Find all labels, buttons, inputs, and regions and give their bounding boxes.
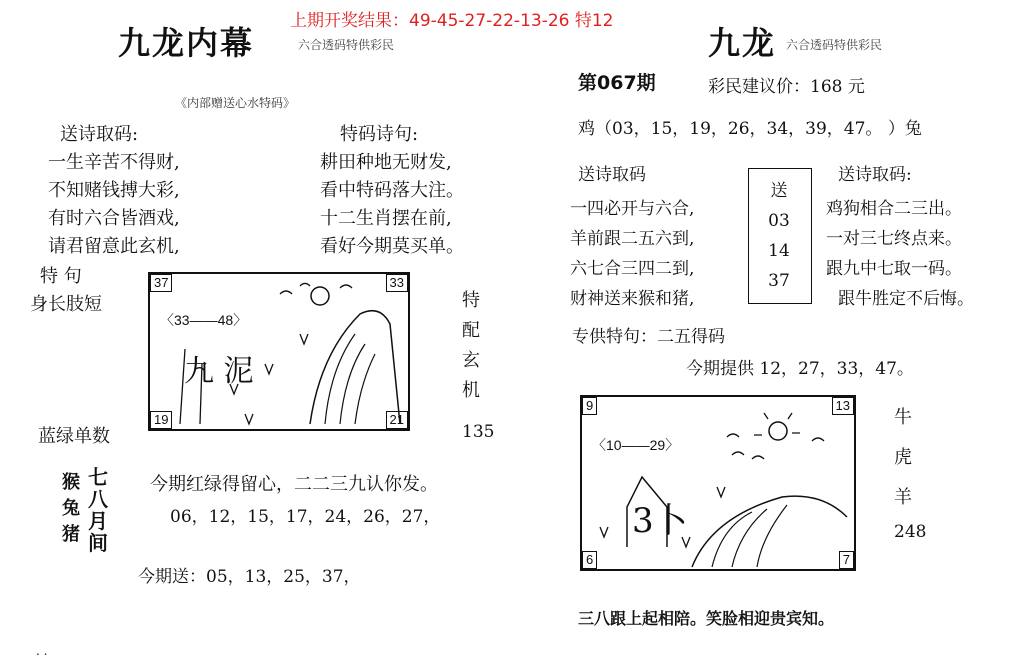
zodiac-char: 猴 xyxy=(62,472,80,493)
price: 彩民建议价：168 元 xyxy=(708,77,865,97)
right-poem-line: 鸡狗相合二三出。 xyxy=(826,199,962,219)
corner-number: 9 xyxy=(582,397,597,415)
left-poem-line: 耕田种地无财发, xyxy=(320,152,452,173)
left-number: 135 xyxy=(462,422,495,442)
te-pei-column xyxy=(462,286,480,406)
ji-line: 鸡（03，15，19，26，34，39，47。 ）兔 xyxy=(578,119,922,139)
send-box-content xyxy=(748,176,810,296)
picture-chars: 3卜 xyxy=(632,501,688,541)
month-column xyxy=(88,466,108,554)
phrase-label: 身长肢短 xyxy=(30,294,102,315)
zodiac-char: 猪 xyxy=(62,524,80,545)
zodiac-char: 牛 xyxy=(894,407,912,428)
left-poem-line: 请君留意此玄机, xyxy=(48,236,180,257)
right-number: 248 xyxy=(894,522,927,542)
month-char: 七 xyxy=(88,465,108,489)
hand-drawing xyxy=(582,397,854,569)
right-poem-line: 六七合三四二到, xyxy=(570,259,695,279)
left-subtitle: 六合透码特供彩民 xyxy=(298,38,395,52)
left-poem-line: 一生辛苦不得财, xyxy=(48,152,180,173)
month-char: 间 xyxy=(88,531,108,555)
te-pei-char: 机 xyxy=(462,380,480,401)
corner-number: 7 xyxy=(839,551,854,569)
right-poem-label: 送诗取码 xyxy=(578,165,646,185)
left-picture-frame xyxy=(148,272,410,431)
picture-chars: 九 泥 xyxy=(184,354,254,389)
right-poem-line: 羊前跟二五六到, xyxy=(570,229,695,249)
right-subtitle: 六合透码特供彩民 xyxy=(786,38,883,52)
left-line1: 今期红绿得留心，二二三九认你发。 xyxy=(150,474,438,495)
month-char: 月 xyxy=(88,509,108,533)
left-poem-line: 看中特码落大注。 xyxy=(320,180,464,201)
month-char: 八 xyxy=(88,487,108,511)
send-box-item: 送 xyxy=(770,181,788,201)
left-poem-line: 有时六合皆酒戏, xyxy=(48,208,180,229)
te-pei-char: 特 xyxy=(462,290,480,311)
right-poem-label: 送诗取码: xyxy=(838,165,912,185)
left-poem-line: 十二生肖摆在前, xyxy=(320,208,452,229)
send-box-item: 14 xyxy=(768,241,790,261)
right-title: 九龙 xyxy=(708,24,777,62)
right-poem-line: 跟牛胜定不后悔。 xyxy=(838,289,974,309)
zodiac-char: 虎 xyxy=(894,447,912,468)
right-poem-line: 一四必开与六合, xyxy=(570,199,695,219)
zodiac-char: 羊 xyxy=(894,487,912,508)
picture-range: 〈33——48〉 xyxy=(160,312,248,328)
right-footer: 三八跟上起相陪。笑脸相迎贵宾知。 xyxy=(578,609,835,628)
right-picture-frame xyxy=(580,395,856,571)
picture-range: 〈10——29〉 xyxy=(592,437,680,453)
last-result-banner: 上期开奖结果：49-45-27-22-13-26 特12 xyxy=(290,11,614,31)
left-special-label: 特码诗句: xyxy=(340,124,419,145)
send-box-item: 03 xyxy=(768,211,790,231)
corner-number: 6 xyxy=(582,551,597,569)
zodiac-char: 兔 xyxy=(62,498,80,519)
left-poem-line: 看好今期莫买单。 xyxy=(320,236,464,257)
corner-number: 21 xyxy=(386,411,408,429)
send-box-item: 37 xyxy=(768,271,790,291)
left-send: 今期送：05，13，25，37， xyxy=(138,567,361,587)
special-phrase: 专供特句：二五得码 xyxy=(572,327,725,347)
left-poem-label: 送诗取码: xyxy=(60,124,139,145)
left-subheading: 《内部赠送心水特码》 xyxy=(175,96,296,110)
right-poem-line: 一对三七终点来。 xyxy=(826,229,962,249)
te-pei-char: 配 xyxy=(462,320,480,341)
te-pei-char: 玄 xyxy=(462,350,480,371)
left-poem-line: 不知赌钱搏大彩, xyxy=(48,180,180,201)
zodiac-column xyxy=(62,470,80,548)
corner-number: 19 xyxy=(150,411,172,429)
corner-number: 13 xyxy=(832,397,854,415)
te-ju-label: 特 句 xyxy=(40,266,82,287)
issue-number: 第067期 xyxy=(578,72,656,94)
right-poem-line: 跟九中七取一码。 xyxy=(826,259,962,279)
provide-line: 今期提供 12，27，33，47。 xyxy=(686,359,914,379)
left-title: 九龙内幕 xyxy=(118,24,255,62)
dots: . . xyxy=(36,644,48,658)
left-line2: 06，12，15，17，24，26，27， xyxy=(170,507,441,527)
right-poem-line: 财神送来猴和猪, xyxy=(570,289,695,309)
corner-number: 37 xyxy=(150,274,172,292)
color-label: 蓝绿单数 xyxy=(38,426,110,447)
corner-number: 33 xyxy=(386,274,408,292)
right-zodiac-column xyxy=(894,398,912,518)
